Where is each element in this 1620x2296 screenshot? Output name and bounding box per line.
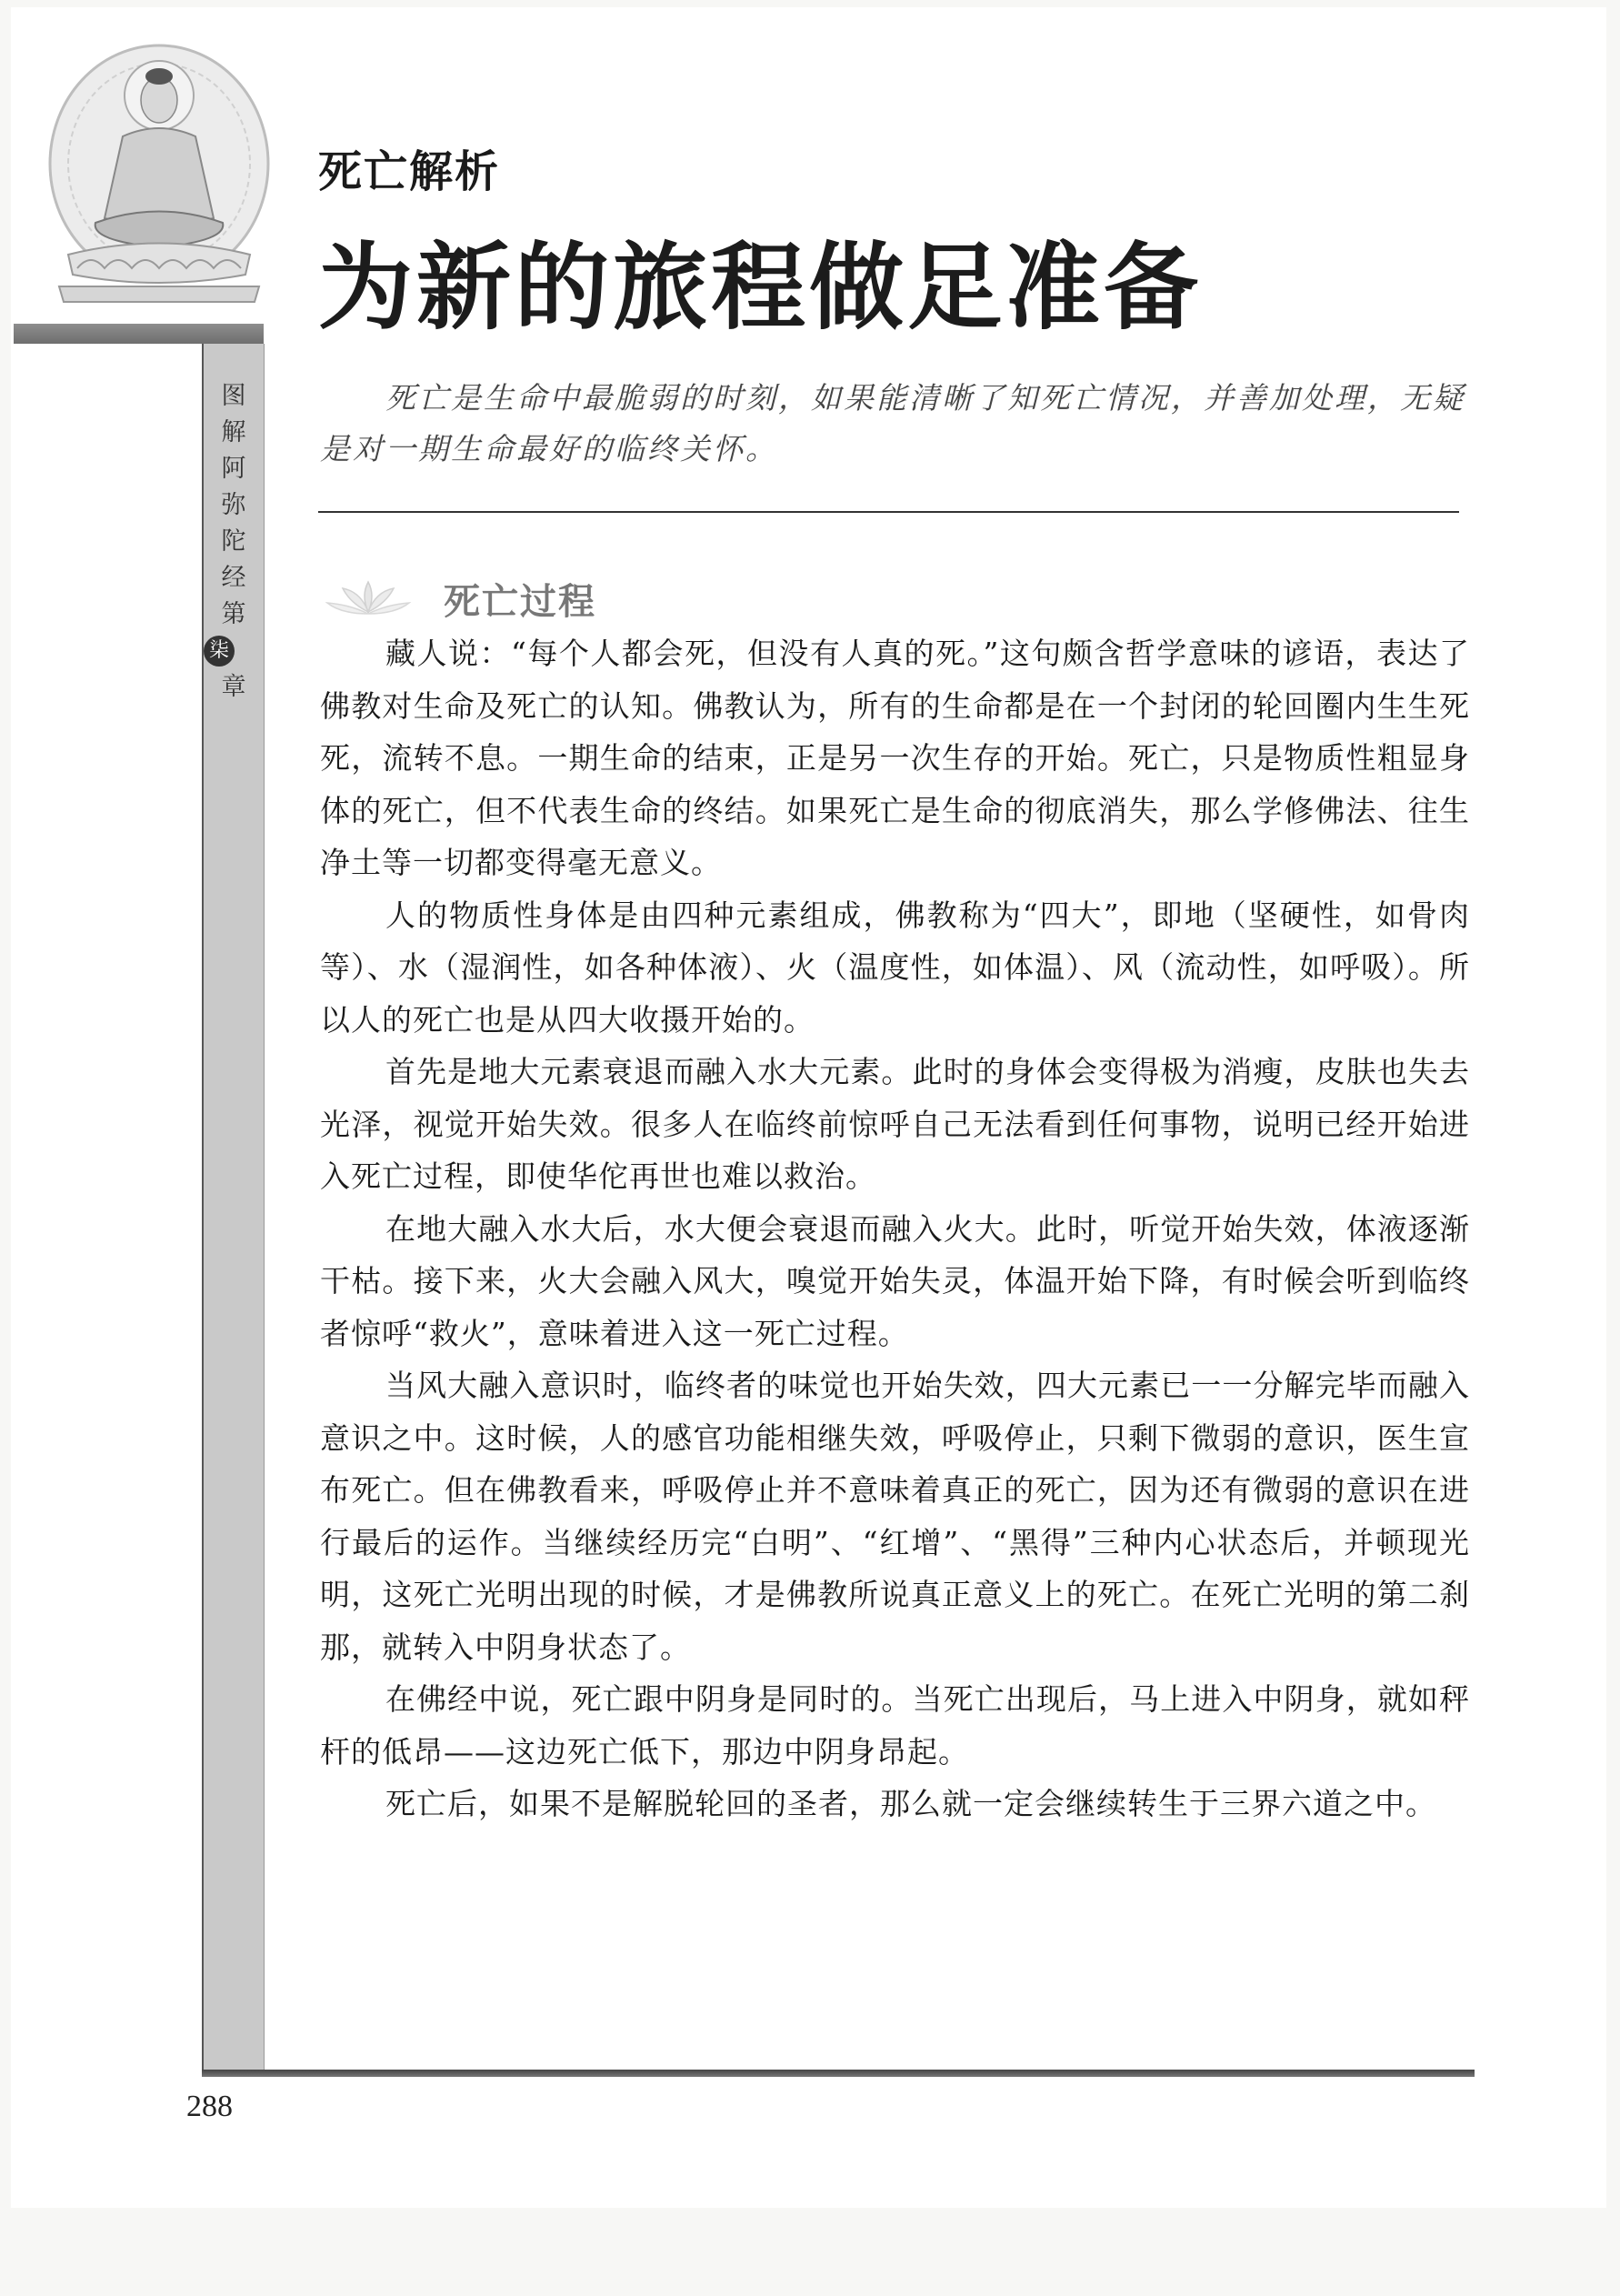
section-kicker: 死亡解析 <box>318 146 501 197</box>
sidebar-char: 经 <box>221 564 246 592</box>
divider <box>318 511 1459 513</box>
sidebar-char: 阿 <box>221 455 246 483</box>
chapter-prefix: 第 <box>221 600 246 628</box>
chapter-number-badge: 柒 <box>204 636 235 667</box>
sidebar-book-title <box>204 378 264 706</box>
paragraph: 在佛经中说，死亡跟中阴身是同时的。当死亡出现后，马上进入中阴身，就如秤杆的低昂——这边死亡低下，那边中阴身昂起。 <box>320 1681 1470 1770</box>
footer-rule <box>202 2070 1475 2077</box>
header-band <box>14 324 264 344</box>
paragraph: 在地大融入水大后，水大便会衰退而融入火大。此时，听觉开始失效，体液逐渐干枯。接下来，火大会融入风大，嗅觉开始失灵，体温开始下降，有时候会听到临终者惊呼“救火”，意味着进入这一死亡过程。 <box>320 1210 1470 1351</box>
sidebar-char: 陀 <box>221 527 246 556</box>
paragraph: 藏人说：“每个人都会死，但没有人真的死。”这句颇含哲学意味的谚语，表达了佛教对生命及死亡的认知。佛教认为，所有的生命都是在一个封闭的轮回圈内生生死死，流转不息。一期生命的结束，正是另一次生存的开始。死亡，只是物质性粗显身体的死亡，但不代表生命的终结。如果死亡是生命的彻底消失，那么学修佛法、往生净土等一切都变得毫无意义。 <box>320 636 1470 880</box>
paragraph: 人的物质性身体是由四种元素组成，佛教称为“四大”，即地（坚硬性，如骨肉等）、水（湿润性，如各种体液）、火（温度性，如体温）、风（流动性，如呼吸）。所以人的死亡也是从四大收摄开始的。 <box>320 897 1470 1038</box>
sidebar-char: 弥 <box>221 491 246 519</box>
paragraph: 死亡后，如果不是解脱轮回的圣者，那么就一定会继续转生于三界六道之中。 <box>385 1786 1436 1821</box>
lead-paragraph: 死亡是生命中最脆弱的时刻，如果能清晰了知死亡情况，并善加处理，无疑是对一期生命最好的临终关怀。 <box>320 380 1465 466</box>
paragraph: 首先是地大元素衰退而融入水大元素。此时的身体会变得极为消瘦，皮肤也失去光泽，视觉开始失效。很多人在临终前惊呼自己无法看到任何事物，说明已经开始进入死亡过程，即使华佗再世也难以救治。 <box>320 1054 1470 1194</box>
paragraph: 当风大融入意识时，临终者的味觉也开始失效，四大元素已一一分解完毕而融入意识之中。这时候，人的感官功能相继失效，呼吸停止，只剩下微弱的意识，医生宣布死亡。但在佛教看来，呼吸停止并不意味着真正的死亡，因为还有微弱的意识在进行最后的运作。当继续经历完“白明”、“红增”、“黑得”三种内心状态后，并顿现光明，这死亡光明出现的时候，才是佛教所说真正意义上的死亡。在死亡光明的第二刹那，就转入中阴身状态了。 <box>320 1368 1470 1665</box>
section-title: 死亡过程 <box>444 581 596 623</box>
sidebar-char: 图 <box>221 382 246 410</box>
buddha-illustration <box>41 36 277 309</box>
section-heading <box>323 573 686 627</box>
page-title: 为新的旅程做足准备 <box>318 231 1203 343</box>
body-text <box>320 627 1470 1830</box>
page-number: 288 <box>186 2090 233 2123</box>
lotus-icon <box>323 577 414 618</box>
sidebar-strip <box>202 344 265 2076</box>
chapter-suffix: 章 <box>221 673 246 701</box>
sidebar-char: 解 <box>221 418 246 446</box>
